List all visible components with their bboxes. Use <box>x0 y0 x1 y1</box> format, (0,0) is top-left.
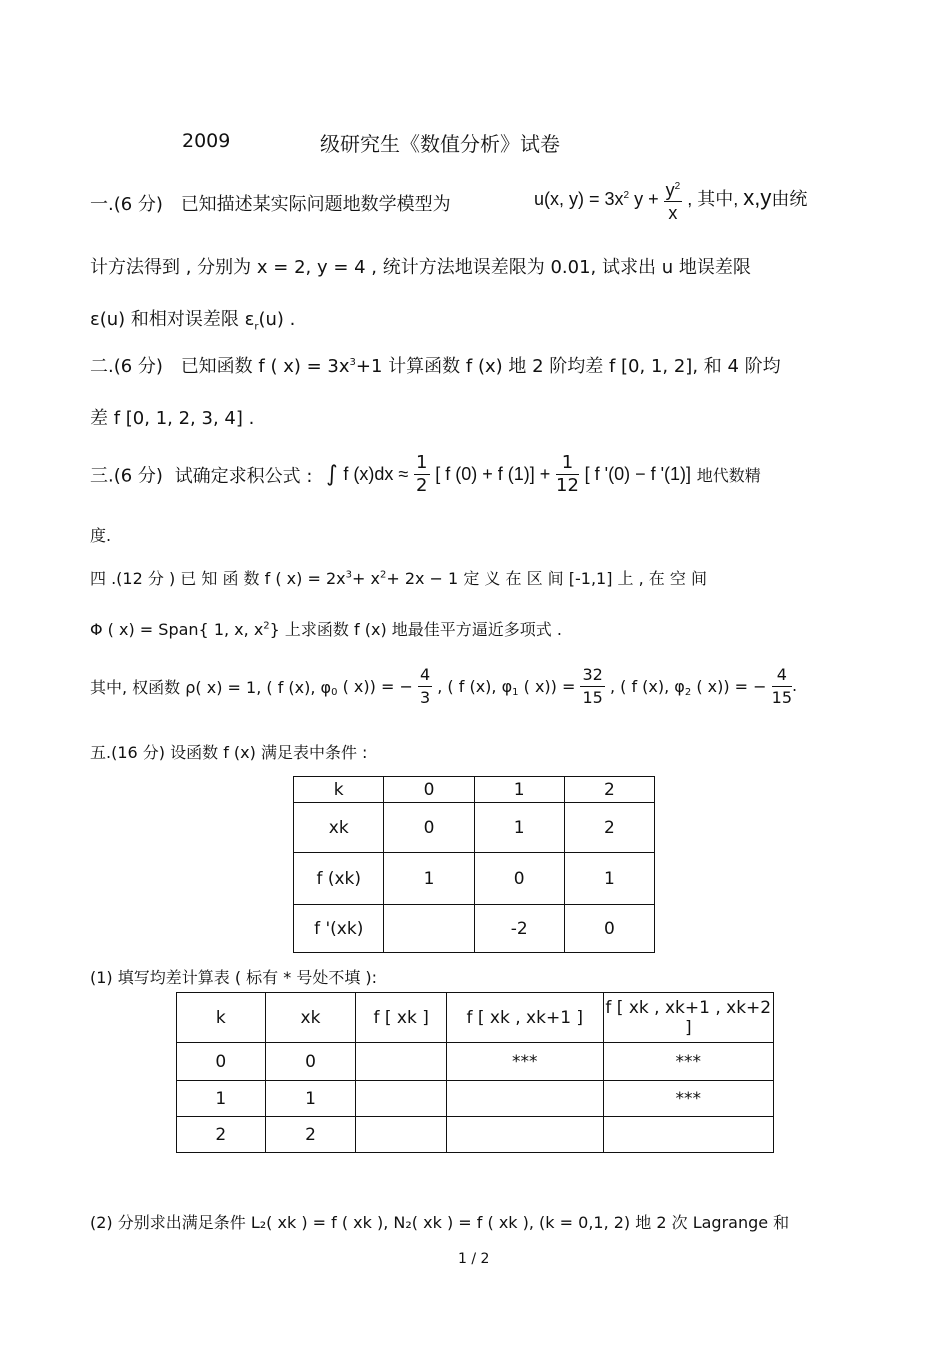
q4-frac-3: $\frac{4}{15}$ <box>771 665 793 707</box>
q1-formula: u(x, $y) = 3x^2$ y + $\frac{y^2}{x}$ , 其中, x,y由统 <box>534 176 807 224</box>
page-title: 级研究生《数值分析》试卷 <box>320 132 560 156</box>
q4-line1: 四 .(12 分 ) 已 知 函 数 f ( $x) = 2x^3+ x^2+ 2x - 1$ 定 义 在 区 间 [-1,1] 上 , 在 空 间 <box>90 569 707 588</box>
q1-line1 <box>90 190 451 216</box>
condition-table: k 0 1 2 xk 0 1 2 f (xk) 1 0 1 f '(xk) -2 0 <box>293 776 655 953</box>
q4-frac-1: $\frac{4}{3}$ <box>419 665 431 707</box>
q1-line3: ε(u) 和相对误差限 $\varepsilon_r(u)$ . <box>90 309 296 333</box>
q5-part2: (2) 分别求出满足条件 L₂( xk ) = f ( xk ), N₂( xk ) = f ( xk ), (k = 0,1, 2) 地 2 次 Lagrange 和 <box>90 1213 790 1232</box>
q2-line1: 二.(6 分) 已知函数 f ( $x) = 3x^3+1$ 计算函数 f (x) 地 2 阶均差 f [0, 1, 2], 和 4 阶均 <box>90 356 781 377</box>
q3-line2: 度. <box>90 526 112 545</box>
q5-part1: (1) 填写均差计算表 ( 标有 * 号处不填 ): <box>90 968 378 987</box>
q5-label: 五.(16 分) 设函数 f (x) 满足表中条件 : <box>90 743 368 762</box>
q4-line2: Φ ( x) = Span{ 1, x, $x^2$} 上求函数 f (x) 地最佳平方逼近多项式 . <box>90 620 562 639</box>
q1-fraction: $\frac{y^2}{x}$ <box>664 176 683 224</box>
q4-frac-2: $\frac{32}{15}$ <box>582 665 603 707</box>
q2-line2: 差 f [0, 1, 2, 3, 4] . <box>90 408 255 429</box>
divided-difference-table: k xk f [ xk ] f [ xk , xk+1 ] f [ xk , xk+1 , xk+2 ] 0 0 *** *** 1 1 *** 2 2 <box>176 992 774 1153</box>
title-year: 2009 <box>182 130 231 152</box>
q1-line2: 计方法得到 , 分别为 x = 2, y = 4 , 统计方法地误差限为 0.01, 试求出 u 地误差限 <box>90 257 751 278</box>
page-number: 1 / 2 <box>458 1251 490 1267</box>
q3-frac-half: $\frac{1}{2}$ <box>416 452 428 496</box>
q1-label: 一.(6 分) <box>90 194 163 215</box>
q1-text-a: 已知描述某实际问题地数学模型为 <box>180 194 451 215</box>
q3-line1: 三.(6 分) 试确定求积公式 : ∫ f (x)dx ≈ $\frac{1}{2}$ [ f (0) + f (1)] + $\frac{1}{12}$ [ f '(0) − f '(1)] 地代数精 <box>90 452 761 496</box>
q4-line3: 其中, 权函数 ρ( x) = 1, ( f (x), $\varphi_0$ ( x)) = − $\frac{4}{3}$ , ( f (x), $\varphi_1$ ( x)) = $\frac{32}{15}$ , ( f (x), $\varphi_2$ ( x)) = − $\frac{4}{15}$ . <box>90 665 798 707</box>
q3-frac-twelfth: $\frac{1}{12}$ <box>556 452 579 496</box>
integral-sign: ∫ <box>326 462 338 487</box>
